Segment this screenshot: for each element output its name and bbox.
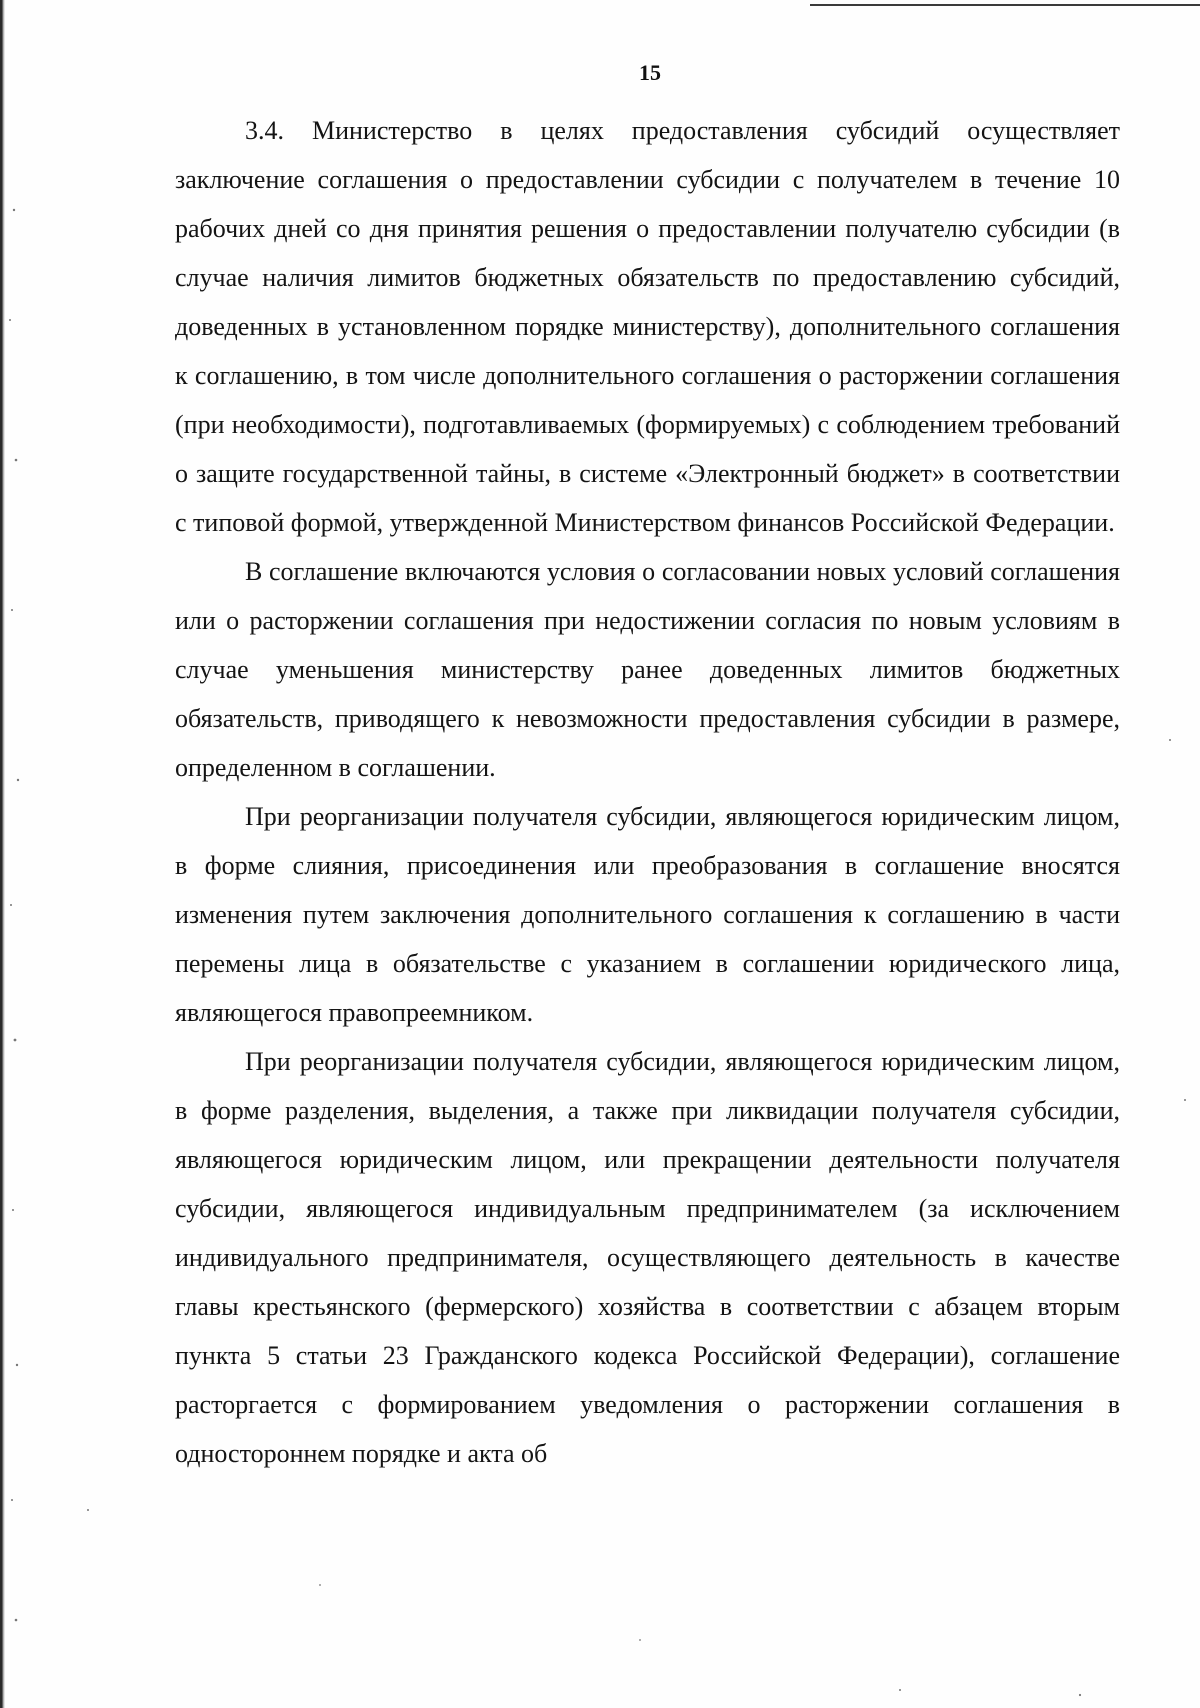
paragraph-reorganization-division: При реорганизации получателя субсидии, являющегося юридическим лицом, в форме разделения, выделения, а также при ликвидации получателя субсидии, являющегося юридическим лицом, или прекращении деятельности получателя субсидии, являющегося индивидуальным предпринимателем (за исключением индивидуального предпринимателя, осуществляющего деятельность в качестве главы крестьянского (фермерского) хозяйства в соответствии с абзацем вторым пункта 5 статьи 23 Гражданского кодекса Российской Федерации), соглашение расторгается с формированием уведомления о расторжении соглашения в одностороннем порядке и акта об <box>175 1047 1120 1468</box>
scan-top-rule <box>810 4 1200 6</box>
paragraph-reorganization-merger: При реорганизации получателя субсидии, являющегося юридическим лицом, в форме слияния, присоединения или преобразования в соглашение вносятся изменения путем заключения дополнительного соглашения к соглашению в части перемены лица в обязательстве с указанием в соглашении юридического лица, являющегося правопреемником. <box>175 802 1120 1027</box>
page-number: 15 <box>639 60 661 85</box>
paragraph-agreement-conditions: В соглашение включаются условия о согласовании новых условий соглашения или о расторжении соглашения при недостижении согласия по новым условиям в случае уменьшения министерству ранее доведенных лимитов бюджетных обязательств, приводящего к невозможности предоставления субсидии в размере, определенном в соглашении. <box>175 557 1120 782</box>
scan-left-edge <box>0 0 5 1708</box>
body-text <box>175 106 1120 1478</box>
paragraph-3-4: 3.4. Министерство в целях предоставления субсидий осуществляет заключение соглашения о предоставлении субсидии с получателем в течение 10 рабочих дней со дня принятия решения о предоставлении получателю субсидии (в случае наличия лимитов бюджетных обязательств по предоставлению субсидий, доведенных в установленном порядке министерству), дополнительного соглашения к соглашению, в том числе дополнительного соглашения о расторжении соглашения (при необходимости), подготавливаемых (формируемых) с соблюдением требований о защите государственной тайны, в системе «Электронный бюджет» в соответствии с типовой формой, утвержденной Министерством финансов Российской Федерации. <box>175 116 1120 537</box>
